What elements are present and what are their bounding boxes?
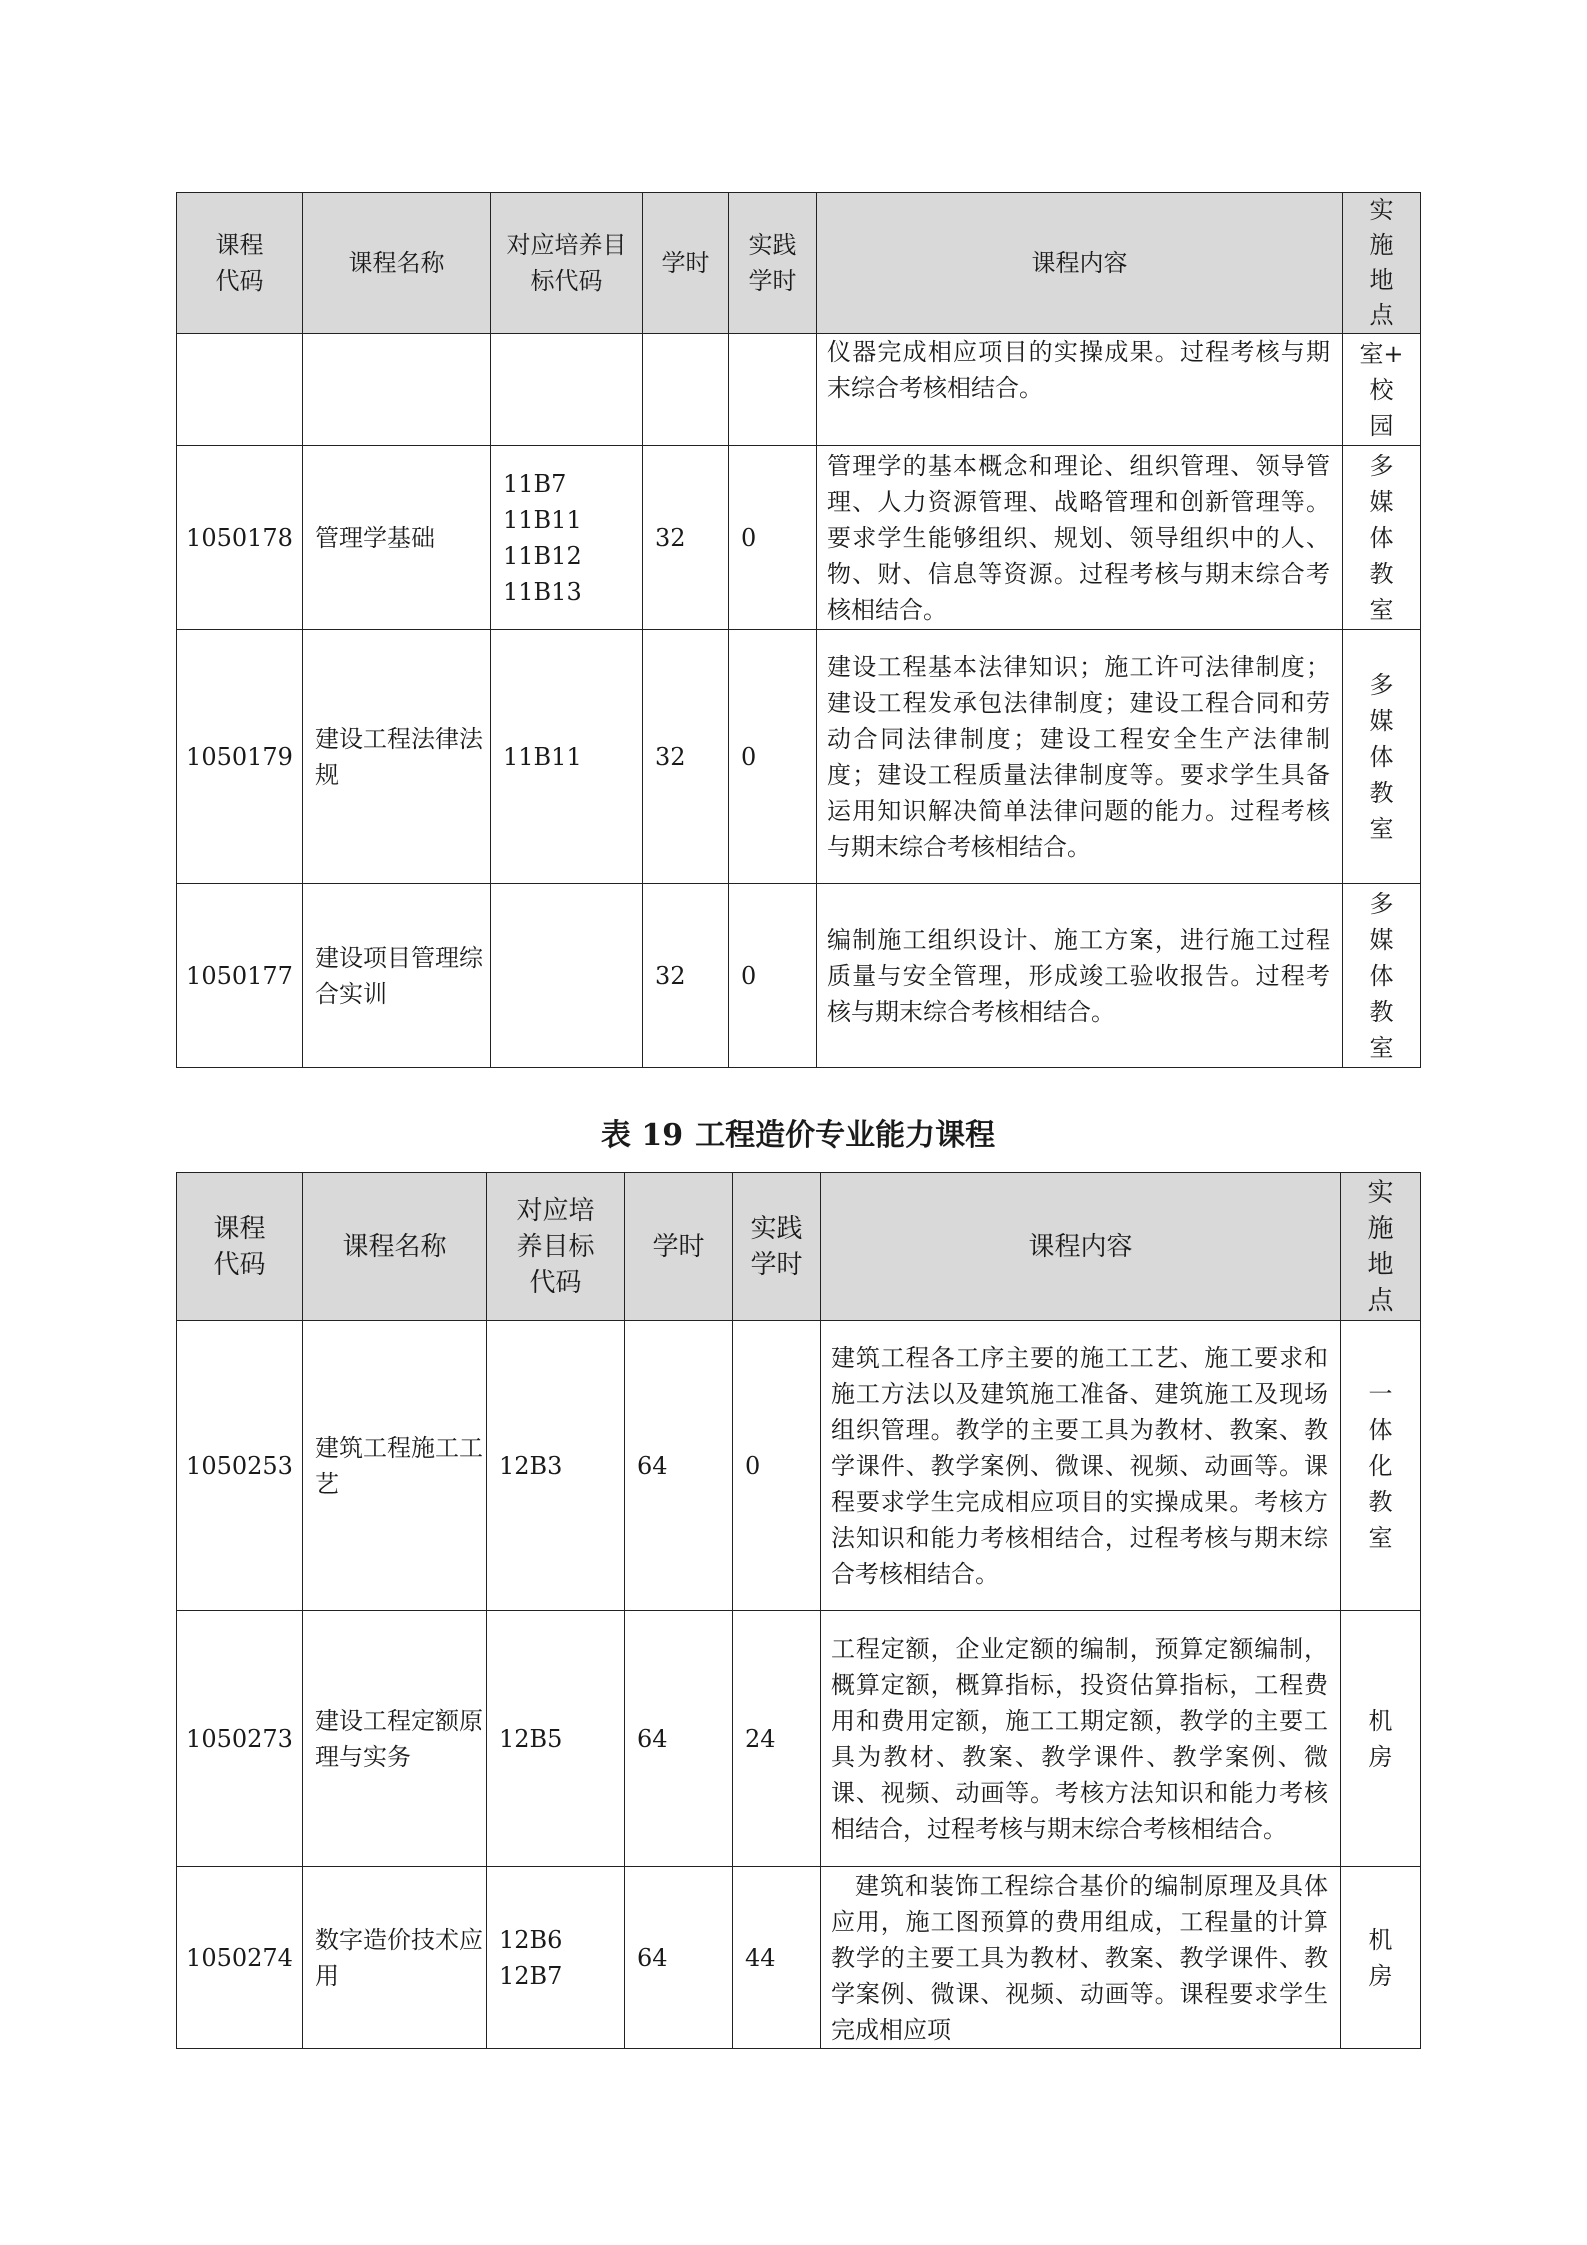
cell-practice: 44	[733, 1867, 821, 2049]
cell-location: 室+ 校 园	[1343, 334, 1421, 446]
cell-content: 管理学的基本概念和理论、组织管理、领导管理、人力资源管理、战略管理和创新管理等。要求学生能够组织、规划、领导组织中的人、物、财、信息等资源。过程考核与期末综合考核相结合。	[817, 446, 1343, 630]
cell-location: 多 媒 体 教 室	[1343, 630, 1421, 884]
cell-hours: 32	[643, 630, 729, 884]
cell-location: 一 体 化 教 室	[1341, 1321, 1421, 1611]
cell-practice	[729, 334, 817, 446]
header-target-code: 对应培养目 标代码	[491, 193, 643, 334]
cell-code: 1050274	[177, 1867, 303, 2049]
cell-hours: 64	[625, 1321, 733, 1611]
cell-content: 仪器完成相应项目的实操成果。过程考核与期末综合考核相结合。	[817, 334, 1343, 446]
course-table-2	[176, 1172, 1421, 2049]
cell-code: 1050178	[177, 446, 303, 630]
table-header-row	[177, 1173, 1421, 1321]
header-location: 实 施 地 点	[1341, 1173, 1421, 1321]
header-course-code: 课程 代码	[177, 1173, 303, 1321]
table-header-row	[177, 193, 1421, 334]
header-target-code: 对应培 养目标 代码	[487, 1173, 625, 1321]
course-table-1	[176, 192, 1421, 1068]
table-row	[177, 884, 1421, 1068]
cell-name: 建设项目管理综合实训	[303, 884, 491, 1068]
cell-name: 建设工程法律法规	[303, 630, 491, 884]
cell-name: 建筑工程施工工艺	[303, 1321, 487, 1611]
cell-hours: 64	[625, 1611, 733, 1867]
cell-content: 建筑和装饰工程综合基价的编制原理及具体应用，施工图预算的费用组成，工程量的计算教学的主要工具为教材、教案、教学课件、教学案例、微课、视频、动画等。课程要求学生完成相应项	[821, 1867, 1341, 2049]
header-course-code: 课程 代码	[177, 193, 303, 334]
cell-practice: 0	[729, 630, 817, 884]
cell-hours: 64	[625, 1867, 733, 2049]
cell-name	[303, 334, 491, 446]
table-caption	[176, 1116, 1420, 1156]
cell-target	[491, 884, 643, 1068]
table-row	[177, 446, 1421, 630]
cell-hours: 32	[643, 446, 729, 630]
cell-content: 工程定额，企业定额的编制，预算定额编制，概算定额，概算指标，投资估算指标，工程费用和费用定额，施工工期定额，教学的主要工具为教材、教案、教学课件、教学案例、微课、视频、动画等。考核方法知识和能力考核相结合，过程考核与期末综合考核相结合。	[821, 1611, 1341, 1867]
header-practice-hours: 实践 学时	[729, 193, 817, 334]
cell-hours: 32	[643, 884, 729, 1068]
cell-code: 1050273	[177, 1611, 303, 1867]
cell-target: 12B5	[487, 1611, 625, 1867]
header-course-content: 课程内容	[821, 1173, 1341, 1321]
cell-location: 多 媒 体 教 室	[1343, 884, 1421, 1068]
cell-target: 12B6 12B7	[487, 1867, 625, 2049]
header-hours: 学时	[625, 1173, 733, 1321]
header-course-content: 课程内容	[817, 193, 1343, 334]
cell-location: 机 房	[1341, 1867, 1421, 2049]
table-row	[177, 334, 1421, 446]
cell-name: 数字造价技术应用	[303, 1867, 487, 2049]
cell-content: 建筑工程各工序主要的施工工艺、施工要求和施工方法以及建筑施工准备、建筑施工及现场组织管理。教学的主要工具为教材、教案、教学课件、教学案例、微课、视频、动画等。课程要求学生完成相应项目的实操成果。考核方法知识和能力考核相结合，过程考核与期末综合考核相结合。	[821, 1321, 1341, 1611]
cell-practice: 0	[733, 1321, 821, 1611]
table-number: 表 19	[600, 1118, 684, 1153]
cell-code	[177, 334, 303, 446]
cell-practice: 0	[729, 884, 817, 1068]
cell-target	[491, 334, 643, 446]
header-course-name: 课程名称	[303, 193, 491, 334]
table-row	[177, 1611, 1421, 1867]
cell-name: 建设工程定额原理与实务	[303, 1611, 487, 1867]
cell-content: 建设工程基本法律知识；施工许可法律制度；建设工程发承包法律制度；建设工程合同和劳动合同法律制度；建设工程安全生产法律制度；建设工程质量法律制度等。要求学生具备运用知识解决简单法律问题的能力。过程考核与期末综合考核相结合。	[817, 630, 1343, 884]
header-hours: 学时	[643, 193, 729, 334]
cell-code: 1050177	[177, 884, 303, 1068]
cell-target: 12B3	[487, 1321, 625, 1611]
cell-code: 1050179	[177, 630, 303, 884]
cell-code: 1050253	[177, 1321, 303, 1611]
header-course-name: 课程名称	[303, 1173, 487, 1321]
cell-location: 机 房	[1341, 1611, 1421, 1867]
cell-target: 11B7 11B11 11B12 11B13	[491, 446, 643, 630]
cell-location: 多 媒 体 教 室	[1343, 446, 1421, 630]
cell-practice: 24	[733, 1611, 821, 1867]
header-practice-hours: 实践 学时	[733, 1173, 821, 1321]
cell-hours	[643, 334, 729, 446]
cell-content: 编制施工组织设计、施工方案，进行施工过程质量与安全管理，形成竣工验收报告。过程考核与期末综合考核相结合。	[817, 884, 1343, 1068]
table-row	[177, 1321, 1421, 1611]
header-location: 实 施 地 点	[1343, 193, 1421, 334]
table-title: 工程造价专业能力课程	[695, 1118, 996, 1153]
cell-target: 11B11	[491, 630, 643, 884]
table-row	[177, 1867, 1421, 2049]
table-row	[177, 630, 1421, 884]
cell-name: 管理学基础	[303, 446, 491, 630]
cell-practice: 0	[729, 446, 817, 630]
